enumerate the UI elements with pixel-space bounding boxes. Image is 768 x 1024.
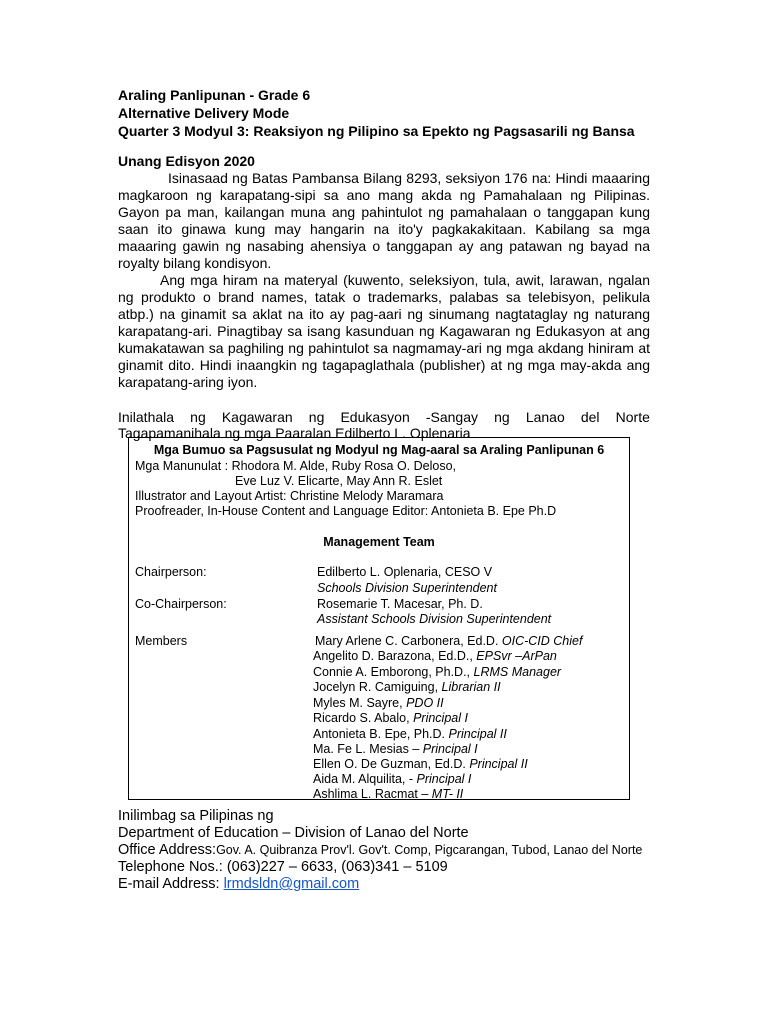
office-address-line (118, 842, 642, 859)
member-title: Principal I (422, 742, 478, 756)
member-name: Angelito D. Barazona, Ed.D., (313, 649, 477, 663)
document-page (118, 86, 650, 441)
printed-in-line: Inilimbag sa Pilipinas ng (118, 808, 274, 824)
member-title: Principal I (416, 772, 472, 786)
edition-label: Unang Edisyon 2020 (118, 153, 255, 169)
header-subject: Araling Panlipunan - Grade 6 (118, 87, 311, 103)
member-name: Ma. Fe L. Mesias – (313, 742, 423, 756)
member-line (313, 711, 468, 725)
co-chairperson-title: Assistant Schools Division Superintendent (317, 612, 552, 626)
member-title: PDO II (406, 696, 444, 710)
department-line: Department of Education – Division of Lanao del Norte (118, 825, 469, 841)
member-title: Principal II (448, 727, 507, 741)
printing-info (118, 808, 642, 893)
member-title: LRMS Manager (473, 665, 562, 679)
illustrator-line: Illustrator and Layout Artist: Christine Melody Maramara (135, 489, 444, 503)
chairperson-label: Chairperson: (135, 565, 207, 579)
member-line (313, 787, 463, 801)
member-line (313, 742, 478, 756)
publisher-word: Lanao (525, 409, 565, 425)
publisher-word: ng (308, 409, 325, 425)
copyright-paragraph-2: Ang mga hiram na materyal (kuwento, seleksiyon, tula, awit, larawan, ngalan ng produkto o brand names, tatak o trademarks, palabas sa telebisyon, pelikula atbp.) na ginamit sa aklat na ito ay pag-aari ng sinumang nagtataglay ng naturang karapatang-ari. Pinagtibay sa isang kasunduan ng Kagawaran ng Edukasyon at ang kumakatawan sa paghiling ng pahintulot sa nagmamay-ari ng mga akdang hiniram at ginamit dito. Hindi inaangkin ng tagapaglathala (publisher) at ng mga may-akda ang karapatang-aring iyon. (118, 272, 650, 390)
member-line (313, 649, 557, 663)
co-chairperson-name: Rosemarie T. Macesar, Ph. D. (317, 597, 483, 611)
member-title: Principal I (413, 711, 468, 725)
writers-line-1: Mga Manunulat : Rhodora M. Alde, Ruby Rosa O. Deloso, (135, 459, 456, 473)
email-label: E-mail Address: (118, 876, 224, 892)
publisher-line-1 (118, 409, 650, 425)
member-name: Aida M. Alquilita, - (313, 772, 417, 786)
publisher-word: Edukasyon (340, 409, 410, 425)
member-title: Principal II (469, 757, 528, 771)
publisher-line-2: Tagapamanihala ng mga Paaralan Edilberto L. Oplenaria (118, 425, 471, 441)
publisher-word: del (580, 409, 600, 425)
member-title: Librarian II (441, 680, 501, 694)
member-line (313, 696, 444, 710)
publisher-word: -Sangay (425, 409, 479, 425)
publisher-word: Kagawaran (221, 409, 293, 425)
member-line (313, 757, 528, 771)
chairperson-name: Edilberto L. Oplenaria, CESO V (317, 565, 493, 579)
publisher-word: ng (494, 409, 510, 425)
credits-title: Mga Bumuo sa Pagsusulat ng Modyul ng Mag-aaral sa Araling Panlipunan 6 (153, 443, 605, 457)
member-name: Ellen O. De Guzman, Ed.D. (313, 757, 470, 771)
telephone-line: Telephone Nos.: (063)227 – 6633, (063)341 – 5109 (118, 859, 448, 875)
member-name: Ricardo S. Abalo, (313, 711, 414, 725)
member-name: Ashlima L. Racmat – (313, 787, 432, 801)
member-name: Myles M. Sayre, (313, 696, 407, 710)
office-address-value: Gov. A. Quibranza Prov'l. Gov't. Comp, Pigcarangan, Tubod, Lanao del Norte (216, 843, 643, 857)
members-label: Members (135, 634, 188, 648)
member-line (313, 665, 561, 679)
office-address-label: Office Address: (118, 842, 217, 858)
publisher-word: Norte (615, 409, 650, 425)
writers-line-2: Eve Luz V. Elicarte, May Ann R. Eslet (235, 474, 443, 488)
member-name: Connie A. Emborong, Ph.D., (313, 665, 474, 679)
header-mode: Alternative Delivery Mode (118, 105, 290, 121)
proofreader-line: Proofreader, In-House Content and Language Editor: Antonieta B. Epe Ph.D (135, 504, 557, 518)
member-title: MT- II (431, 787, 464, 801)
email-line (118, 876, 642, 893)
co-chairperson-label: Co-Chairperson: (135, 597, 227, 611)
member-title: OIC-CID Chief (501, 634, 583, 648)
member-title: EPSvr –ArPan (476, 649, 557, 663)
copyright-paragraph-1: Isinasaad ng Batas Pambansa Bilang 8293, seksiyon 176 na: Hindi maaaring magkaroon ng karapatang-sipi sa ano mang akda ng Pamahalaan ng Pilipinas. Gayon pa man, kailangan muna ang pahintulot ng pamahalaan o tanggapan kung saan ito ginawa kung may hangarin na ito'y pagkakakitaan. Kabilang sa mga maaaring gawin ng nasabing ahensiya o tanggapan ay ang patawan ng bayad na royalty bilang kondisyon. (118, 170, 650, 271)
header-module-title: Quarter 3 Modyul 3: Reaksiyon ng Pilipino sa Epekto ng Pagsasarili ng Bansa (118, 123, 635, 139)
credits-box (128, 437, 630, 800)
member-name: Mary Arlene C. Carbonera, Ed.D. (315, 634, 502, 648)
member-line (313, 680, 501, 694)
member-name: Antonieta B. Epe, Ph.D. (313, 727, 449, 741)
member-line (313, 772, 471, 786)
chairperson-title: Schools Division Superintendent (317, 581, 497, 595)
email-link[interactable]: lrmdsldn@gmail.com (223, 876, 360, 892)
publisher-word: Inilathala (118, 409, 175, 425)
publisher-word: ng (190, 409, 206, 425)
member-name: Jocelyn R. Camiguing, (313, 680, 442, 694)
member-line (313, 727, 507, 741)
management-team-title: Management Team (323, 535, 435, 549)
member-line (315, 634, 582, 648)
